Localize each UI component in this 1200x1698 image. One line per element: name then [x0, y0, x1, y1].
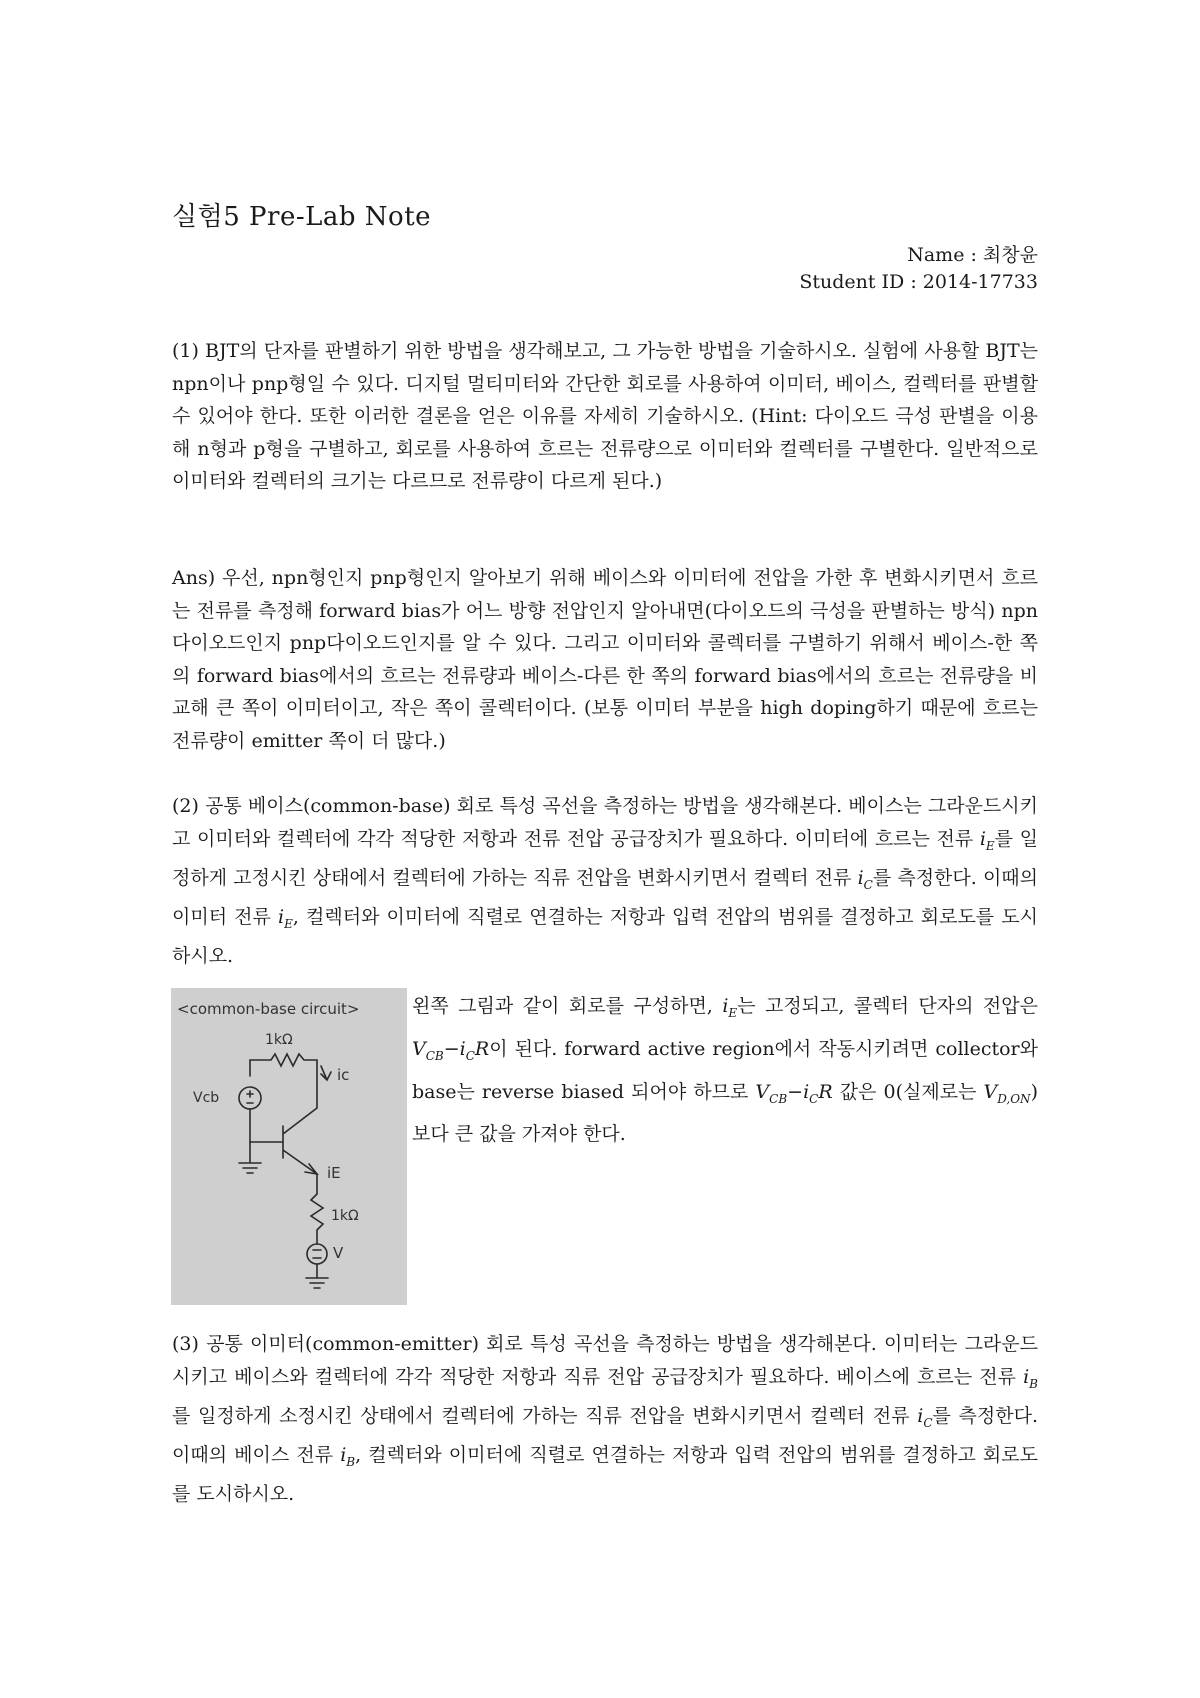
- transistor: [283, 1088, 317, 1174]
- symbol-ic: i: [857, 866, 864, 889]
- symbol-ib: i: [340, 1444, 347, 1467]
- symbol-ie: i: [278, 906, 285, 929]
- answer-1: Ans) 우선, npn형인지 pnp형인지 알아보기 위해 베이스와 이미터에 전압을 가한 후 변화시키면서 흐르는 전류를 측정해 forward bias가 어느 방향 전압인지 알아내면(다이오드의 극성을 판별하는 방식) npn다이오드인지 pnp다이오드인지를 알 수 있다. 그리고 이미터와 콜렉터를 구별하기 위해서 베이스-한 쪽의 forward bias에서의 흐르는 전류량과 베이스-다른 한 쪽의 forward bias에서의 흐르는 전류량을 비교해 큰 쪽이 이미터이고, 작은 쪽이 콜렉터이다. (보통 이미터 부분을 high doping하기 때문에 흐르는 전류량이 emitter 쪽이 더 많다.): [172, 567, 1038, 752]
- label-v: V: [333, 1244, 344, 1262]
- label-resistor-bottom: 1kΩ: [331, 1208, 359, 1224]
- label-resistor-top: 1kΩ: [265, 1032, 293, 1048]
- ground-symbol: [306, 1264, 328, 1288]
- document-title: 실험5 Pre-Lab Note: [172, 202, 432, 232]
- question-2: (2) 공통 베이스(common-base) 회로 특성 곡선을 측정하는 방법을 생각해본다. 베이스는 그라운드시키고 이미터와 컬렉터에 각각 적당한 저항과 전류 전압 공급장치가 필요하다. 이미터에 흐르는 전류 $i_E$를 일정하게 고정시킨 상태에서 컬렉터에 가하는 직류 전압을 변화시키면서 컬렉터 전류 $i_C$를 측정한다. 이때의 이미터 전류 $i_E$, 컬렉터와 이미터에 직렬로 연결하는 저항과 입력 전압의 범위를 결정하고 회로도를 도시하시오.: [172, 795, 1039, 968]
- symbol-ib: i: [1023, 1365, 1030, 1388]
- voltage-source-v: [307, 1244, 327, 1264]
- symbol-ic: i: [917, 1404, 924, 1427]
- circuit-caption: <common-base circuit>: [177, 1000, 360, 1018]
- answer-2: 왼쪽 그림과 같이 회로를 구성하면, $i_E$는 고정되고, 콜렉터 단자의 전압은 $V_{CB}-i_CR$이 된다. forward active region에서 작동시키려면 collector와 base는 reverse biased 되어야 하므로 $V_{CB}-i_CR$ 값은 0(실제로는 $V_{D,ON}$)보다 큰 값을 가져야 한다.: [412, 995, 1038, 1146]
- common-base-circuit-photo: [171, 988, 407, 1305]
- student-name: Name : 최창윤: [907, 244, 1038, 266]
- wire: [250, 1054, 317, 1088]
- current-arrow: [321, 1066, 331, 1080]
- symbol-ie: i: [979, 827, 986, 850]
- label-ic: ic: [337, 1066, 350, 1084]
- ground-symbol: [239, 1142, 261, 1173]
- student-id: Student ID : 2014-17733: [799, 271, 1038, 293]
- label-vcb: Vcb: [193, 1090, 220, 1106]
- question-3: (3) 공통 이미터(common-emitter) 회로 특성 곡선을 측정하는 방법을 생각해본다. 이미터는 그라운드 시키고 베이스와 컬렉터에 각각 적당한 저항과 직류 전압 공급장치가 필요하다. 베이스에 흐르는 전류 $i_B$를 일정하게 소정시킨 상태에서 컬렉터에 가하는 직류 전압을 변화시키면서 컬렉터 전류 $i_C$를 측정한다. 이때의 베이스 전류 $i_B$, 컬렉터와 이미터에 직렬로 연결하는 저항과 입력 전압의 범위를 결정하고 회로도를 도시하시오.: [172, 1333, 1038, 1506]
- question-1: (1) BJT의 단자를 판별하기 위한 방법을 생각해보고, 그 가능한 방법을 기술하시오. 실험에 사용할 BJT는 npn이나 pnp형일 수 있다. 디지털 멀티미터와 간단한 회로를 사용하여 이미터, 베이스, 컬렉터를 판별할 수 있어야 한다. 또한 이러한 결론을 얻은 이유를 자세히 기술하시오. (Hint: 다이오드 극성 판별을 이용해 n형과 p형을 구별하고, 회로를 사용하여 흐르는 전류량으로 이미터와 컬렉터를 구별한다. 일반적으로 이미터와 컬렉터의 크기는 다르므로 전류량이 다르게 된다.): [172, 340, 1038, 492]
- label-ie: iE: [327, 1164, 341, 1182]
